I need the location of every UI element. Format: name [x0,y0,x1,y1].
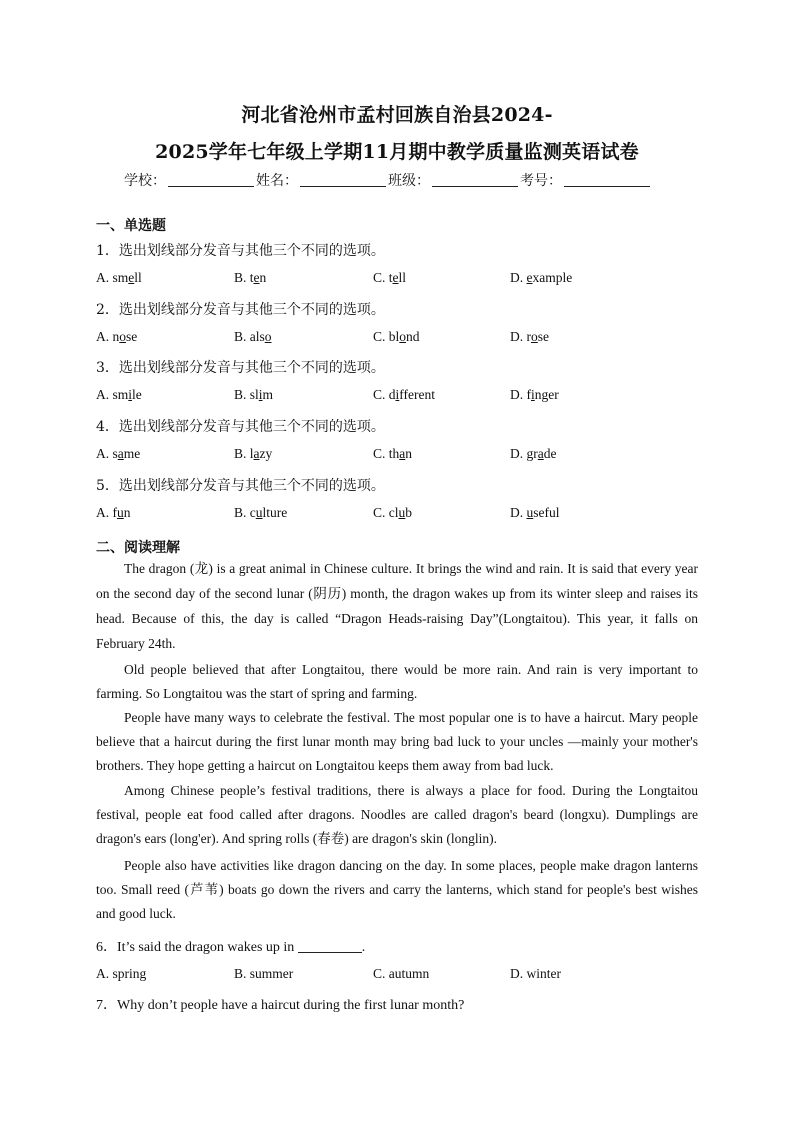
question-1-options [96,270,716,288]
option-b[interactable]: B. culture [234,505,288,520]
section-heading-single-choice: 一、单选题 [96,218,166,234]
option-a[interactable]: A. spring [96,966,147,981]
option-d[interactable]: D. finger [510,387,559,402]
name-label: 姓名： [256,173,298,189]
question-2 [96,299,385,319]
question-number: 6． [96,940,117,955]
option-c[interactable]: C. blond [373,329,420,344]
question-number: 4． [96,419,119,435]
question-2-options [96,329,716,347]
name-blank [300,172,386,187]
answer-blank[interactable] [298,940,362,953]
option-d[interactable]: D. useful [510,505,560,520]
option-d[interactable]: D. winter [510,966,561,981]
question-6: 6．It’s said the dragon wakes up in . [96,940,366,955]
option-b[interactable]: B. also [234,329,272,344]
option-b[interactable]: B. summer [234,966,294,981]
question-text: 选出划线部分发音与其他三个不同的选项。 [118,419,385,435]
question-5 [96,475,385,495]
question-text: 选出划线部分发音与其他三个不同的选项。 [118,360,385,376]
option-a[interactable]: A. fun [96,505,131,520]
question-1 [96,240,385,260]
option-d[interactable]: D. example [510,270,573,285]
passage-paragraph-5: People also have activities like dragon dancing on the day. In some places, people make dragon lanterns too. Small reed (芦苇) boats go down the rivers and carry the lanterns, which stand for people's best wishes and good luck. [96,858,698,921]
question-number: 3． [96,360,119,376]
option-d[interactable]: D. rose [510,329,549,344]
option-a[interactable]: A. nose [96,329,138,344]
option-c[interactable]: C. autumn [373,966,430,981]
option-b[interactable]: B. lazy [234,446,273,461]
option-a[interactable]: A. smile [96,387,142,402]
question-number: 5． [96,478,119,494]
class-label: 班级： [388,173,430,189]
question-text: 选出划线部分发音与其他三个不同的选项。 [118,478,385,494]
option-c[interactable]: C. than [373,446,413,461]
passage-paragraph-1: The dragon (龙) is a great animal in Chinese culture. It brings the wind and rain. It is said that every year on the second day of the second lunar (阴历) month, the dragon wakes up from its winter sleep and raises its head. Because of this, the day is called “Dragon Heads-raising Day”(Longtaitou). This year, it falls on February 24th. [96,561,698,651]
question-5-options [96,505,716,523]
passage-paragraph-2: Old people believed that after Longtaitou, there would be more rain. And rain is very important to farming. So Longtaitou was the start of spring and farming. [96,662,698,701]
question-4 [96,416,385,436]
question-3 [96,357,385,377]
question-text: Why don’t people have a haircut during the first lunar month? [117,998,465,1013]
question-text: 选出划线部分发音与其他三个不同的选项。 [118,243,385,259]
question-4-options [96,446,716,464]
question-number: 1． [96,243,119,259]
exam-no-blank [564,172,650,187]
exam-no-label: 考号： [520,173,562,189]
option-c[interactable]: C. tell [373,270,407,285]
option-b[interactable]: B. slim [234,387,274,402]
option-a[interactable]: A. smell [96,270,142,285]
section-heading-reading: 二、阅读理解 [96,540,180,556]
exam-title-line-2: 2025学年七年级上学期11月期中教学质量监测英语试卷 [155,141,639,163]
question-7 [96,994,464,1014]
option-c[interactable]: C. club [373,505,413,520]
question-3-options [96,387,716,405]
class-blank [432,172,518,187]
school-blank [168,172,254,187]
student-info-row [124,170,652,190]
question-number: 7． [96,998,117,1013]
option-b[interactable]: B. ten [234,270,267,285]
passage-paragraph-4: Among Chinese people’s festival traditions, there is always a place for food. During the Longtaitou festival, people eat food called after dragons. Noodles are called dragon's beard (longxu). Dumplings are dragon's ears (long'er). And spring rolls (春卷) are dragon's skin (longlin). [96,783,698,846]
passage-paragraph-3: People have many ways to celebrate the festival. The most popular one is to have a haircut. Mary people believe that a haircut during the first lunar month may bring bad luck to your uncles —mainly your mother's brothers. They hope getting a haircut on Longtaitou keeps them away from bad luck. [96,710,698,773]
school-label: 学校： [124,173,166,189]
exam-title-line-1: 河北省沧州市孟村回族自治县2024- [241,104,553,126]
question-6-options [96,966,716,984]
option-c[interactable]: C. different [373,387,436,402]
option-a[interactable]: A. same [96,446,141,461]
option-d[interactable]: D. grade [510,446,557,461]
question-text: It’s said the dragon wakes up in [117,940,295,955]
question-text: 选出划线部分发音与其他三个不同的选项。 [118,302,385,318]
question-number: 2． [96,302,119,318]
